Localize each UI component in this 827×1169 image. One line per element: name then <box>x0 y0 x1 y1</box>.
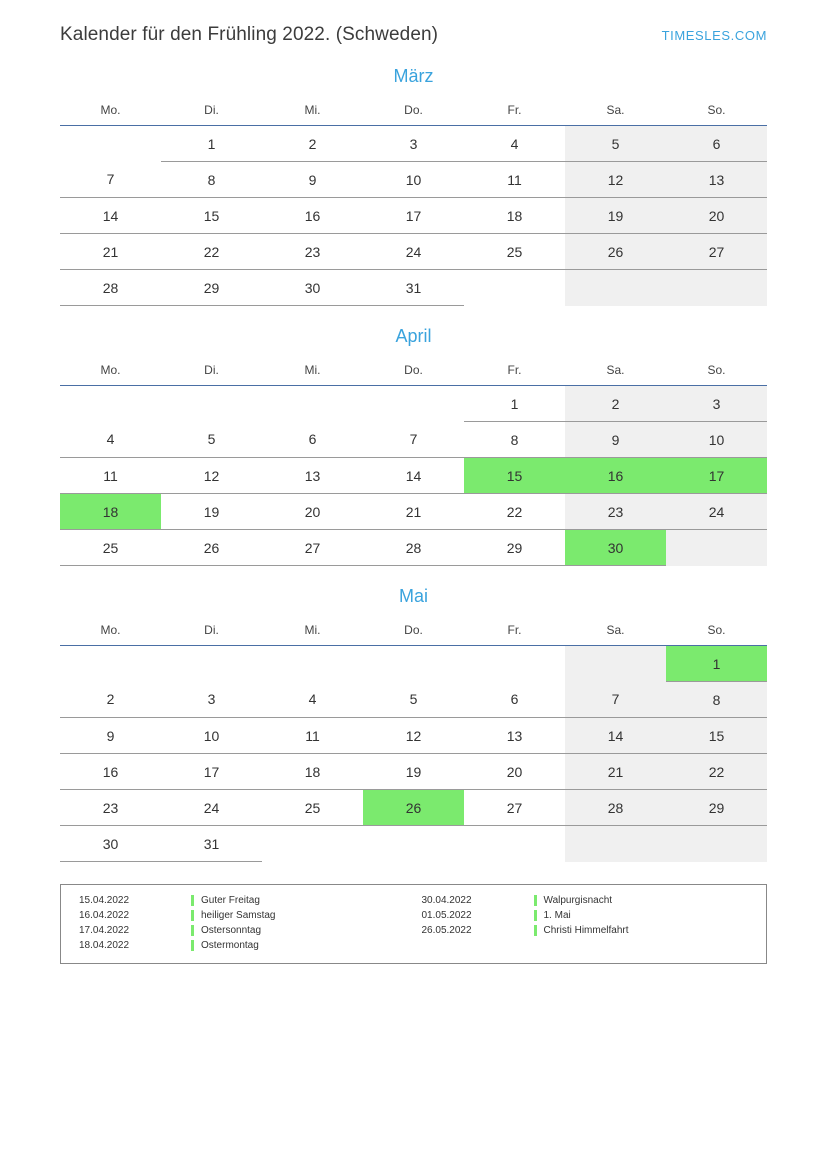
day-cell-empty <box>60 646 161 682</box>
day-cell[interactable]: 15 <box>666 718 767 754</box>
day-cell[interactable]: 17 <box>161 754 262 790</box>
weekday-header: Mi. <box>262 99 363 126</box>
legend-date: 18.04.2022 <box>79 940 130 951</box>
weekday-header: Mi. <box>262 359 363 386</box>
legend-color-swatch <box>191 925 194 936</box>
weekday-header: So. <box>666 619 767 646</box>
week-row <box>60 386 767 422</box>
weekday-header: Di. <box>161 359 262 386</box>
day-cell[interactable]: 12 <box>161 458 262 494</box>
month-block <box>0 586 827 862</box>
day-cell[interactable]: 23 <box>262 234 363 270</box>
month-title: Mai <box>398 586 428 606</box>
day-cell[interactable]: 7 <box>565 682 666 718</box>
day-cell[interactable]: 13 <box>666 162 767 198</box>
day-cell[interactable]: 17 <box>666 458 767 494</box>
legend <box>60 884 767 964</box>
day-cell[interactable]: 11 <box>464 162 565 198</box>
legend-item <box>414 923 757 938</box>
legend-label: Guter Freitag <box>201 895 260 906</box>
day-cell-empty <box>464 270 565 306</box>
weekday-header: Do. <box>363 99 464 126</box>
day-cell[interactable]: 1 <box>464 386 565 422</box>
day-cell[interactable]: 23 <box>60 790 161 826</box>
day-cell[interactable]: 24 <box>363 234 464 270</box>
day-cell[interactable]: 20 <box>666 198 767 234</box>
day-cell[interactable]: 9 <box>565 422 666 458</box>
page-header <box>0 0 827 46</box>
day-cell[interactable]: 28 <box>565 790 666 826</box>
day-cell-empty <box>363 386 464 422</box>
legend-color-swatch <box>191 895 194 906</box>
day-cell[interactable]: 30 <box>262 270 363 306</box>
day-cell[interactable]: 14 <box>363 458 464 494</box>
legend-date: 16.04.2022 <box>79 910 130 921</box>
legend-item <box>71 893 414 908</box>
day-cell[interactable]: 26 <box>565 234 666 270</box>
day-cell[interactable]: 28 <box>363 530 464 566</box>
day-cell[interactable]: 3 <box>161 682 262 718</box>
day-cell[interactable]: 6 <box>464 682 565 718</box>
legend-item <box>71 923 414 938</box>
page-title: Kalender für den Frühling 2022. (Schweden) <box>60 24 439 45</box>
months-container <box>0 66 827 862</box>
week-row <box>60 790 767 826</box>
day-cell[interactable]: 27 <box>666 234 767 270</box>
weekday-header: Fr. <box>464 99 565 126</box>
day-cell[interactable]: 2 <box>60 682 161 718</box>
legend-date: 30.04.2022 <box>421 895 472 906</box>
day-cell[interactable]: 17 <box>363 198 464 234</box>
day-cell[interactable]: 6 <box>262 422 363 458</box>
day-cell-empty <box>565 646 666 682</box>
legend-color-swatch <box>534 910 537 921</box>
day-cell[interactable]: 8 <box>666 682 767 718</box>
week-row <box>60 826 767 862</box>
week-row <box>60 718 767 754</box>
day-cell[interactable]: 19 <box>161 494 262 530</box>
day-cell-empty <box>161 646 262 682</box>
day-cell-empty <box>666 530 767 566</box>
week-row <box>60 234 767 270</box>
day-cell[interactable]: 7 <box>363 422 464 458</box>
month-grid <box>60 99 767 306</box>
legend-item <box>414 893 757 908</box>
day-cell[interactable]: 24 <box>161 790 262 826</box>
week-row <box>60 126 767 162</box>
weekday-header: Sa. <box>565 619 666 646</box>
day-cell[interactable]: 29 <box>666 790 767 826</box>
day-cell[interactable]: 18 <box>464 198 565 234</box>
day-cell[interactable]: 22 <box>464 494 565 530</box>
weekday-header-row <box>60 99 767 126</box>
day-cell[interactable]: 30 <box>565 530 666 566</box>
weekday-header: Do. <box>363 359 464 386</box>
day-cell-empty <box>363 646 464 682</box>
legend-item <box>414 908 757 923</box>
legend-label: Ostersonntag <box>201 925 262 936</box>
month-block <box>0 326 827 566</box>
weekday-header: Fr. <box>464 359 565 386</box>
day-cell[interactable]: 8 <box>464 422 565 458</box>
legend-date: 17.04.2022 <box>79 925 130 936</box>
day-cell[interactable]: 20 <box>262 494 363 530</box>
day-cell[interactable]: 13 <box>262 458 363 494</box>
week-row <box>60 530 767 566</box>
legend-color-swatch <box>191 910 194 921</box>
day-cell-empty <box>161 386 262 422</box>
legend-label: Christi Himmelfahrt <box>543 925 629 936</box>
week-row <box>60 754 767 790</box>
day-cell[interactable]: 31 <box>363 270 464 306</box>
week-row <box>60 198 767 234</box>
day-cell-empty <box>262 386 363 422</box>
weekday-header: Sa. <box>565 359 666 386</box>
day-cell[interactable]: 25 <box>464 234 565 270</box>
brand-logo: TIMESLES.COM <box>661 28 767 43</box>
legend-label: Walpurgisnacht <box>543 895 613 906</box>
day-cell[interactable]: 10 <box>363 162 464 198</box>
day-cell[interactable]: 10 <box>666 422 767 458</box>
day-cell-empty <box>666 826 767 862</box>
day-cell[interactable]: 4 <box>60 422 161 458</box>
weekday-header: Mi. <box>262 619 363 646</box>
legend-date: 26.05.2022 <box>421 925 472 936</box>
day-cell[interactable]: 21 <box>565 754 666 790</box>
day-cell-empty <box>464 646 565 682</box>
weekday-header: Mo. <box>60 619 161 646</box>
weekday-header: Mo. <box>60 359 161 386</box>
day-cell-empty <box>464 826 565 862</box>
month-grid <box>60 619 767 862</box>
day-cell[interactable]: 18 <box>262 754 363 790</box>
day-cell-empty <box>60 126 161 162</box>
month-title: April <box>395 326 432 346</box>
day-cell[interactable]: 27 <box>464 790 565 826</box>
legend-label: Ostermontag <box>201 940 259 951</box>
day-cell[interactable]: 9 <box>262 162 363 198</box>
day-cell-empty <box>565 826 666 862</box>
day-cell-empty <box>262 646 363 682</box>
weekday-header: Di. <box>161 99 262 126</box>
day-cell[interactable]: 11 <box>262 718 363 754</box>
day-cell-empty <box>666 270 767 306</box>
weekday-header: So. <box>666 359 767 386</box>
weekday-header: Mo. <box>60 99 161 126</box>
day-cell[interactable]: 8 <box>161 162 262 198</box>
day-cell[interactable]: 14 <box>565 718 666 754</box>
day-cell[interactable]: 22 <box>161 234 262 270</box>
day-cell[interactable]: 23 <box>565 494 666 530</box>
day-cell[interactable]: 19 <box>565 198 666 234</box>
month-title: März <box>393 66 434 86</box>
weekday-header: Sa. <box>565 99 666 126</box>
weekday-header-row <box>60 359 767 386</box>
day-cell[interactable]: 16 <box>262 198 363 234</box>
week-row <box>60 494 767 530</box>
month-grid <box>60 359 767 566</box>
day-cell[interactable]: 28 <box>60 270 161 306</box>
legend-item <box>71 938 414 953</box>
day-cell[interactable]: 3 <box>666 386 767 422</box>
day-cell[interactable]: 2 <box>565 386 666 422</box>
day-cell[interactable]: 19 <box>363 754 464 790</box>
day-cell[interactable]: 12 <box>363 718 464 754</box>
day-cell[interactable]: 1 <box>161 126 262 162</box>
weekday-header: So. <box>666 99 767 126</box>
day-cell[interactable]: 4 <box>464 126 565 162</box>
day-cell[interactable]: 18 <box>60 494 161 530</box>
legend-item <box>71 908 414 923</box>
day-cell-empty <box>60 386 161 422</box>
day-cell[interactable]: 11 <box>60 458 161 494</box>
week-row <box>60 270 767 306</box>
weekday-header: Di. <box>161 619 262 646</box>
week-row <box>60 458 767 494</box>
day-cell[interactable]: 3 <box>363 126 464 162</box>
day-cell[interactable]: 10 <box>161 718 262 754</box>
legend-date: 15.04.2022 <box>79 895 130 906</box>
day-cell[interactable]: 7 <box>60 162 161 198</box>
week-row <box>60 646 767 682</box>
weekday-header: Do. <box>363 619 464 646</box>
week-row <box>60 422 767 458</box>
day-cell-empty <box>262 826 363 862</box>
day-cell[interactable]: 21 <box>363 494 464 530</box>
legend-color-swatch <box>534 925 537 936</box>
day-cell[interactable]: 27 <box>262 530 363 566</box>
weekday-header-row <box>60 619 767 646</box>
day-cell[interactable]: 26 <box>161 530 262 566</box>
legend-label: 1. Mai <box>543 910 571 921</box>
weekday-header: Fr. <box>464 619 565 646</box>
legend-date: 01.05.2022 <box>421 910 472 921</box>
legend-color-swatch <box>191 940 194 951</box>
legend-color-swatch <box>534 895 537 906</box>
day-cell[interactable]: 21 <box>60 234 161 270</box>
day-cell[interactable]: 6 <box>666 126 767 162</box>
day-cell[interactable]: 26 <box>363 790 464 826</box>
legend-column-right <box>414 893 757 953</box>
day-cell[interactable]: 5 <box>161 422 262 458</box>
day-cell-empty <box>565 270 666 306</box>
day-cell[interactable]: 5 <box>363 682 464 718</box>
day-cell[interactable]: 5 <box>565 126 666 162</box>
week-row <box>60 682 767 718</box>
day-cell[interactable]: 12 <box>565 162 666 198</box>
day-cell[interactable]: 13 <box>464 718 565 754</box>
day-cell[interactable]: 25 <box>262 790 363 826</box>
day-cell[interactable]: 29 <box>464 530 565 566</box>
month-block <box>0 66 827 306</box>
day-cell[interactable]: 22 <box>666 754 767 790</box>
day-cell[interactable]: 16 <box>60 754 161 790</box>
day-cell[interactable]: 15 <box>161 198 262 234</box>
day-cell[interactable]: 31 <box>161 826 262 862</box>
day-cell[interactable]: 14 <box>60 198 161 234</box>
day-cell[interactable]: 15 <box>464 458 565 494</box>
week-row <box>60 162 767 198</box>
day-cell[interactable]: 16 <box>565 458 666 494</box>
legend-column-left <box>71 893 414 953</box>
day-cell[interactable]: 4 <box>262 682 363 718</box>
day-cell[interactable]: 30 <box>60 826 161 862</box>
day-cell[interactable]: 2 <box>262 126 363 162</box>
day-cell-empty <box>363 826 464 862</box>
day-cell[interactable]: 25 <box>60 530 161 566</box>
legend-label: heiliger Samstag <box>201 910 276 921</box>
day-cell[interactable]: 24 <box>666 494 767 530</box>
day-cell[interactable]: 20 <box>464 754 565 790</box>
day-cell[interactable]: 9 <box>60 718 161 754</box>
day-cell[interactable]: 1 <box>666 646 767 682</box>
day-cell[interactable]: 29 <box>161 270 262 306</box>
